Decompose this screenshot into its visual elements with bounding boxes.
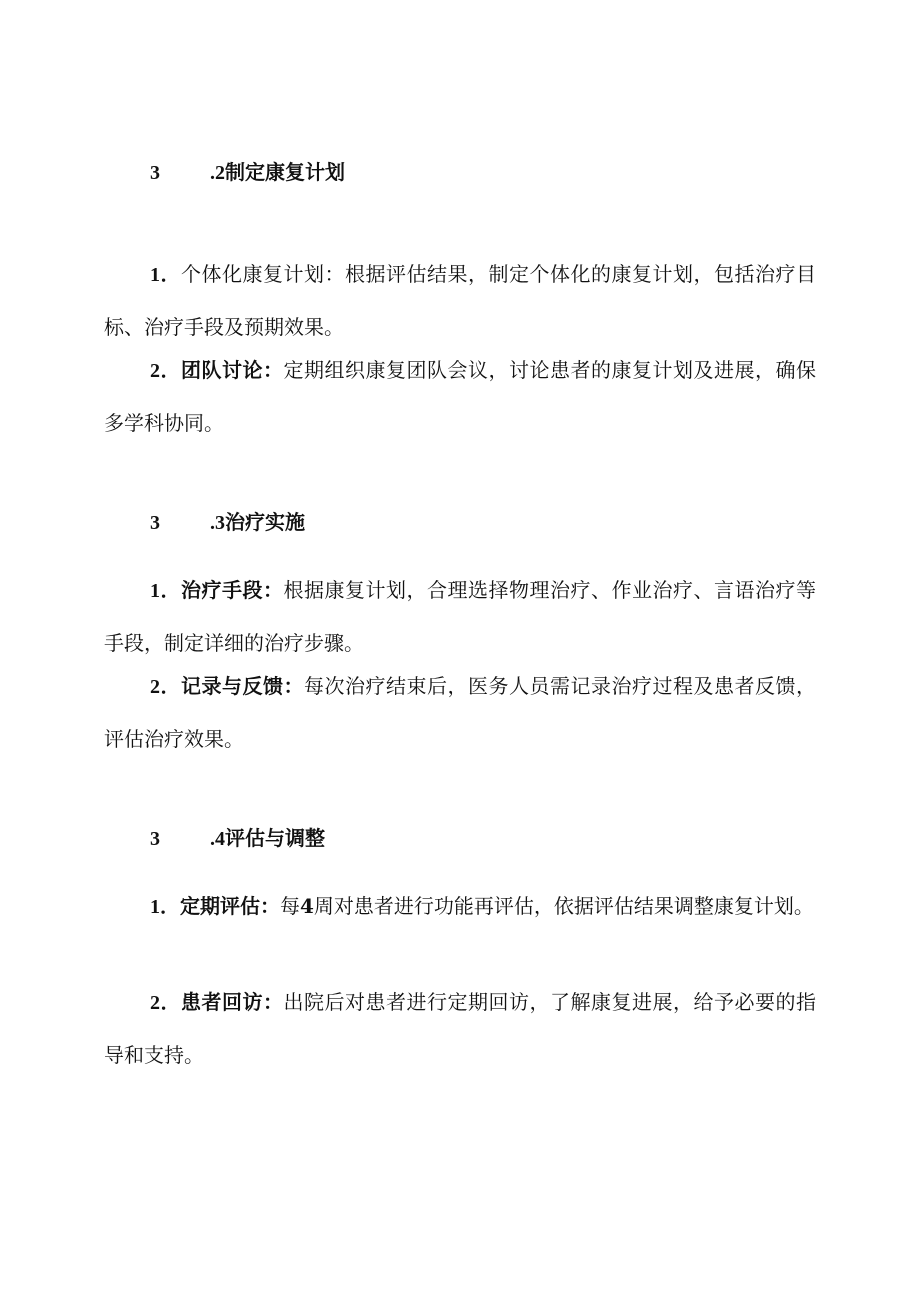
item-text: 周对患者进行功能再评估，依据评估结果调整康复计划。	[313, 894, 814, 918]
section-heading-3-3	[150, 510, 305, 535]
section-heading-3-2	[150, 160, 345, 185]
item-lead: 治疗手段：	[181, 578, 284, 602]
item-number: 1．	[150, 580, 181, 602]
item-text: 根据康复计划，合理选择物理治疗、作业治疗、言语治疗等手段，制定详细的治疗步骤。	[104, 578, 816, 655]
section-title: .4评估与调整	[210, 828, 325, 850]
section-number: 3	[150, 162, 160, 184]
item-text-prefix: 每	[280, 894, 300, 918]
item-text: 出院后对患者进行定期回访，了解康复进展，给予必要的指导和支持。	[104, 990, 816, 1067]
item-number: 1．	[150, 896, 180, 918]
list-item	[104, 660, 816, 765]
item-number: 2．	[150, 360, 181, 382]
item-number: 2．	[150, 676, 181, 698]
list-item	[104, 880, 816, 933]
section-number: 3	[150, 828, 160, 850]
item-lead: 团队讨论：	[181, 358, 284, 382]
list-item	[104, 344, 816, 449]
section-number: 3	[150, 512, 160, 534]
item-number: 1．	[150, 264, 181, 286]
item-text-number: 4	[300, 894, 314, 918]
list-item	[104, 976, 816, 1081]
item-number: 2．	[150, 992, 181, 1014]
list-item	[104, 564, 816, 669]
list-item	[104, 248, 816, 353]
item-lead: 记录与反馈：	[181, 674, 304, 698]
section-heading-3-4	[150, 826, 325, 851]
section-title: .3治疗实施	[210, 512, 305, 534]
item-text: 根据评估结果，制定个体化的康复计划，包括治疗目标、治疗手段及预期效果。	[104, 262, 816, 339]
item-text: 定期组织康复团队会议，讨论患者的康复计划及进展，确保多学科协同。	[104, 358, 816, 435]
item-lead: 个体化康复计划：	[181, 262, 345, 286]
section-title: .2制定康复计划	[210, 162, 345, 184]
item-lead: 患者回访：	[181, 990, 284, 1014]
item-text: 每次治疗结束后，医务人员需记录治疗过程及患者反馈，评估治疗效果。	[104, 674, 816, 751]
item-lead: 定期评估：	[180, 894, 280, 918]
